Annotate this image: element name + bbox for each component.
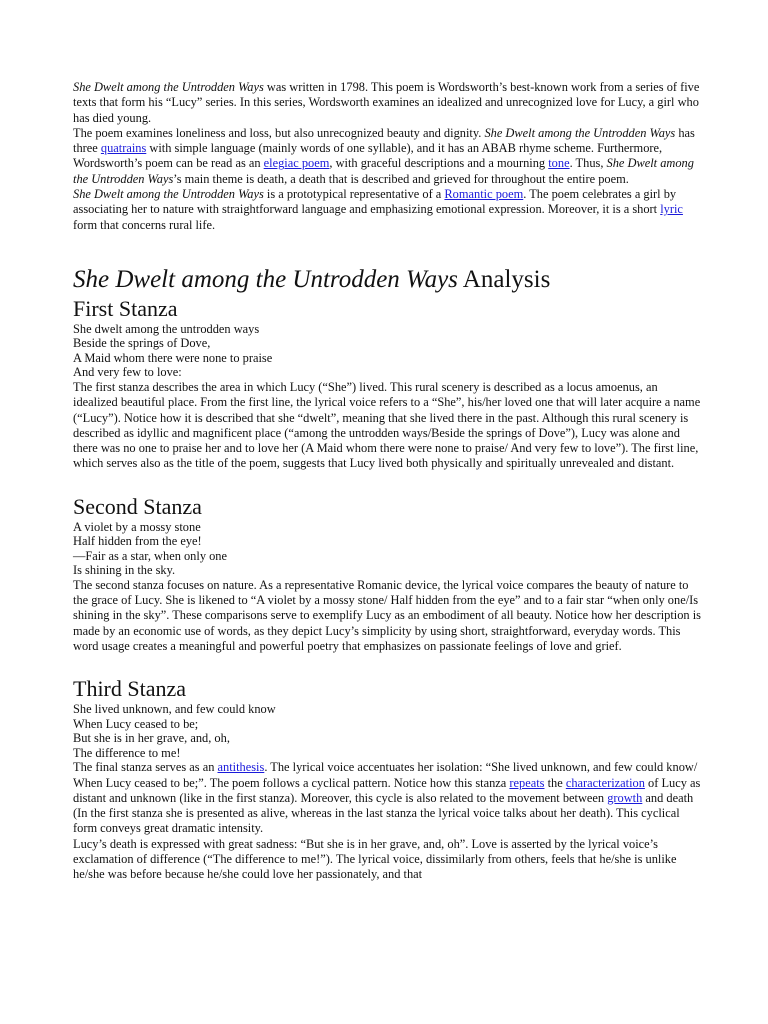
- analysis-heading: [73, 265, 703, 295]
- link-growth[interactable]: growth: [607, 790, 643, 805]
- link-lyric[interactable]: lyric: [660, 202, 683, 217]
- third-stanza-verse: [73, 702, 703, 760]
- analysis-text: the: [544, 775, 566, 790]
- third-stanza-analysis-1: [73, 760, 703, 836]
- verse-line: The difference to me!: [73, 745, 181, 760]
- intro-text: , with graceful descriptions and a mourning: [329, 156, 549, 171]
- analysis-text: of Lucy as distant and unknown (like in the first stanza). Moreover, this cycle is also related to the movement between: [73, 775, 701, 805]
- intro-text: has three: [73, 125, 695, 156]
- intro-text: The poem examines loneliness and loss, but also unrecognized beauty and dignity.: [73, 125, 485, 140]
- verse-line: She lived unknown, and few could know: [73, 702, 276, 717]
- verse-line: But she is in her grave, and, oh,: [73, 731, 230, 746]
- poem-title-italic: She Dwelt among the Untrodden Ways: [73, 187, 264, 202]
- analysis-text: and death (In the first stanza she is presented as alive, whereas in the last stanza the lyrical voice talks about her death). This cyclical form conveys great dramatic intensity.: [73, 790, 694, 836]
- verse-line: When Lucy ceased to be;: [73, 716, 199, 731]
- intro-text: was written in 1798. This poem is Wordsworth’s best-known work from a series of five texts that form his “Lucy” series. In this series, Wordsworth examines an idealized and unrecognized love for Lucy, a girl who has died young.: [73, 80, 700, 125]
- verse-line: She dwelt among the untrodden ways: [73, 321, 260, 336]
- poem-title-italic: She Dwelt among the Untrodden Ways: [484, 125, 676, 140]
- second-stanza-heading: Second Stanza: [73, 493, 202, 519]
- intro-text: form that concerns rural life.: [73, 217, 216, 232]
- third-stanza-analysis-2: Lucy’s death is expressed with great sadness: “But she is in her grave, and, oh”. Love is asserted by the lyrical voice’s exclamation of difference (“The difference to me!”). The lyrical voice, dissimilarly from others, feels that he/she is unlike he/she was before because he/she could love her passionately, and that: [73, 836, 677, 882]
- third-stanza-heading: Third Stanza: [73, 676, 187, 702]
- intro-text: is a prototypical representative of a: [263, 187, 445, 202]
- verse-line: And very few to love:: [73, 365, 182, 380]
- verse-line: Is shining in the sky.: [73, 563, 176, 578]
- analysis-text: The final stanza serves as an: [73, 760, 218, 775]
- intro-text: ’s main theme is death, a death that is described and grieved for throughout the entire poem.: [173, 171, 629, 186]
- intro-text: . Thus,: [569, 156, 607, 171]
- analysis-text: . The lyrical voice accentuates her isolation: “She lived unknown, and few could know/ When Lucy ceased to be;”. The poem follows a cyclical pattern. Notice how this stanza: [73, 760, 698, 790]
- first-stanza-verse: [73, 322, 703, 380]
- second-stanza-analysis: The second stanza focuses on nature. As a representative Romanic device, the lyrical voice compares the beauty of nature to the grace of Lucy. She is likened to “A violet by a mossy stone/ Half hidden from the eye” and to a fair star “when only one/Is shining in the sky”. These comparisons serve to exemplify Lucy as an embodiment of all beauty. Notice how her description is made by an economic use of words, as they depict Lucy’s simplicity by using short, straightforward, everyday words. This word usage creates a meaningful and powerful poetry that emphasizes on passionate feelings of love and grief.: [73, 577, 701, 653]
- analysis-heading-suffix: Analysis: [457, 265, 551, 293]
- verse-line: Half hidden from the eye!: [73, 534, 202, 549]
- link-characterization[interactable]: characterization: [565, 775, 645, 790]
- first-stanza-heading: First Stanza: [73, 295, 178, 321]
- intro-text: with simple language (mainly words of one syllable), and it has an ABAB rhyme scheme. Furthermore, Wordsworth’s poem can be read as an: [73, 141, 663, 171]
- poem-title-italic: She Dwelt among the Untrodden Ways: [73, 80, 264, 94]
- link-repeats[interactable]: repeats: [509, 775, 545, 790]
- verse-line: A violet by a mossy stone: [73, 519, 201, 534]
- link-elegiac-poem[interactable]: elegiac poem: [263, 156, 330, 171]
- link-tone[interactable]: tone: [548, 156, 570, 171]
- second-stanza-verse: [73, 520, 703, 578]
- analysis-heading-title: She Dwelt among the Untrodden Ways: [73, 265, 458, 293]
- link-antithesis[interactable]: antithesis: [217, 760, 265, 775]
- verse-line: Beside the springs of Dove,: [73, 336, 211, 351]
- first-stanza-analysis: The first stanza describes the area in which Lucy (“She”) lived. This rural scenery is described as a locus amoenus, an idealized beautiful place. From the first line, the lyrical voice refers to a “She”, his/her loved one that will later acquire a name (“Lucy”). Notice how it is described that she “dwelt”, meaning that she lived there in the past. Although this rural scenery is described as idyllic and magnificent place (“among the untrodden ways/Beside the springs of Dove”), Lucy was alone and there was no one to praise her and to love her (A Maid whom there were none to praise/ And very few to love”). The first line, which serves also as the title of the poem, suggests that Lucy lived both physically and spiritually unrevealed and distant.: [73, 379, 701, 471]
- link-quatrains[interactable]: quatrains: [100, 141, 147, 156]
- poem-title-italic: She Dwelt among the Untrodden Ways: [73, 156, 694, 186]
- intro-paragraph-1: [73, 80, 703, 126]
- verse-line: —Fair as a star, when only one: [73, 548, 228, 563]
- intro-paragraph-2: [73, 126, 703, 187]
- verse-line: A Maid whom there were none to praise: [73, 350, 273, 365]
- intro-text: . The poem celebrates a girl by associating her to nature with straightforward language and emphasizing emotional expression. Moreover, it is a short: [73, 187, 677, 217]
- document-body: [73, 80, 703, 883]
- intro-paragraph-3: [73, 187, 703, 233]
- link-romantic-poem[interactable]: Romantic poem: [444, 187, 524, 202]
